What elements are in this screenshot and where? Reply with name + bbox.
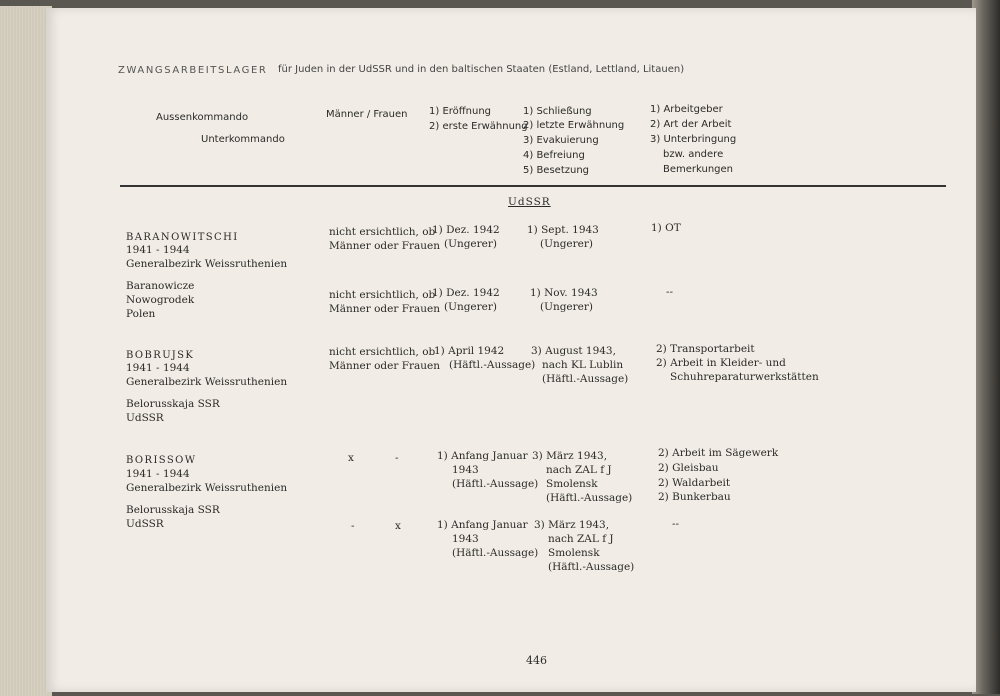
camp-name: BORISSOW — [126, 455, 197, 466]
col-header-3-line: 2) erste Erwähnung — [429, 121, 528, 132]
men-women-text: nicht ersichtlich, ob — [329, 289, 436, 301]
work-type: 2) Transportarbeit — [656, 343, 755, 355]
men-women-text: nicht ersichtlich, ob — [329, 346, 436, 358]
work-type: 2) Arbeit im Sägewerk — [658, 447, 779, 459]
evacuation-destination: nach ZAL f J — [546, 464, 612, 476]
subcamp-place: Baranowicze — [126, 280, 195, 292]
work-type: 2) Waldarbeit — [658, 477, 731, 489]
closing-date: 3) März 1943, — [532, 450, 608, 462]
col-header-4-line: 1) Schließung — [523, 106, 592, 117]
col-header-5-line: 1) Arbeitgeber — [650, 104, 723, 115]
camp-name: BOBRUJSK — [126, 350, 195, 361]
employer: 1) OT — [651, 222, 681, 234]
closing-source: (Ungerer) — [540, 301, 593, 313]
subcamp-place: Polen — [126, 308, 156, 320]
closing-source: (Ungerer) — [540, 238, 593, 250]
evacuation-destination: Smolensk — [546, 478, 598, 490]
col-header-5-line: 3) Unterbringung — [650, 134, 737, 145]
col-header-unterkommando: Unterkommando — [201, 134, 285, 145]
women-marker: - — [395, 452, 399, 464]
opening-date: 1) Dez. 1942 — [432, 224, 500, 236]
work-type: 2) Bunkerbau — [658, 491, 731, 503]
camp-years: 1941 - 1944 — [126, 244, 190, 256]
col-header-maenner-frauen: Männer / Frauen — [326, 109, 408, 120]
closing-date: 3) März 1943, — [534, 519, 610, 531]
opening-source: (Ungerer) — [444, 238, 497, 250]
document-subtitle: für Juden in der UdSSR und in den baltischen Staaten (Estland, Lettland, Litauen) — [278, 64, 685, 75]
camp-name: BARANOWITSCHI — [126, 232, 239, 243]
camp-region: Generalbezirk Weissruthenien — [126, 482, 288, 494]
document-page — [46, 8, 976, 692]
remarks-dash: -- — [666, 286, 674, 298]
camp-region: Generalbezirk Weissruthenien — [126, 376, 288, 388]
subcamp-place: Nowogrodek — [126, 294, 195, 306]
closing-date: 1) Nov. 1943 — [530, 287, 598, 299]
opening-date: 1) Anfang Januar — [437, 519, 528, 531]
col-header-3-line: 1) Eröffnung — [429, 106, 492, 117]
closing-source: (Häftl.-Aussage) — [548, 561, 635, 573]
header-rule — [120, 185, 946, 187]
opening-source: (Häftl.-Aussage) — [452, 478, 539, 490]
document-title: ZWANGSARBEITSLAGER — [118, 65, 268, 76]
col-header-aussenkommando: Aussenkommando — [156, 112, 249, 123]
opening-source: (Häftl.-Aussage) — [452, 547, 539, 559]
opening-source: (Häftl.-Aussage) — [449, 359, 536, 371]
book-binding-shadow — [972, 0, 1000, 694]
work-type: 2) Gleisbau — [658, 462, 719, 474]
subcamp-place: Belorusskaja SSR — [126, 504, 220, 516]
opening-date: 1) Anfang Januar — [437, 450, 528, 462]
col-header-4-line: 3) Evakuierung — [523, 135, 599, 146]
closing-source: (Häftl.-Aussage) — [546, 492, 633, 504]
col-header-4-line: 5) Besetzung — [523, 165, 590, 176]
camp-region: Generalbezirk Weissruthenien — [126, 258, 288, 270]
men-women-text: Männer oder Frauen — [329, 360, 441, 372]
opening-date: 1) Dez. 1942 — [432, 287, 500, 299]
men-women-text: nicht ersichtlich, ob — [329, 226, 436, 238]
camp-years: 1941 - 1944 — [126, 468, 190, 480]
closing-date: 1) Sept. 1943 — [527, 224, 599, 236]
col-header-5-line: Bemerkungen — [663, 164, 734, 175]
closing-source: (Häftl.-Aussage) — [542, 373, 629, 385]
men-marker: - — [351, 520, 355, 532]
opening-source: (Ungerer) — [444, 301, 497, 313]
women-marker: x — [395, 520, 401, 532]
opening-year: 1943 — [452, 533, 479, 545]
col-header-5-line: bzw. andere — [663, 149, 724, 160]
evacuation-destination: Smolensk — [548, 547, 600, 559]
subcamp-place: Belorusskaja SSR — [126, 398, 220, 410]
col-header-4-line: 4) Befreiung — [523, 150, 585, 161]
work-type: 2) Arbeit in Kleider- und — [656, 357, 786, 369]
men-women-text: Männer oder Frauen — [329, 240, 441, 252]
subcamp-place: UdSSR — [126, 518, 164, 530]
col-header-4-line: 2) letzte Erwähnung — [523, 120, 625, 131]
col-header-5-line: 2) Art der Arbeit — [650, 119, 732, 130]
remarks-dash: -- — [672, 518, 680, 530]
evacuation-destination: nach KL Lublin — [542, 359, 624, 371]
camp-years: 1941 - 1944 — [126, 362, 190, 374]
subcamp-place: UdSSR — [126, 412, 164, 424]
men-marker: x — [348, 452, 354, 464]
work-type: Schuhreparaturwerkstätten — [670, 371, 819, 383]
page-number: 446 — [526, 654, 547, 667]
evacuation-destination: nach ZAL f J — [548, 533, 614, 545]
section-title: UdSSR — [508, 196, 551, 208]
opening-year: 1943 — [452, 464, 479, 476]
book-page-stack — [0, 6, 52, 696]
men-women-text: Männer oder Frauen — [329, 303, 441, 315]
closing-date: 3) August 1943, — [531, 345, 616, 357]
opening-date: 1) April 1942 — [434, 345, 505, 357]
